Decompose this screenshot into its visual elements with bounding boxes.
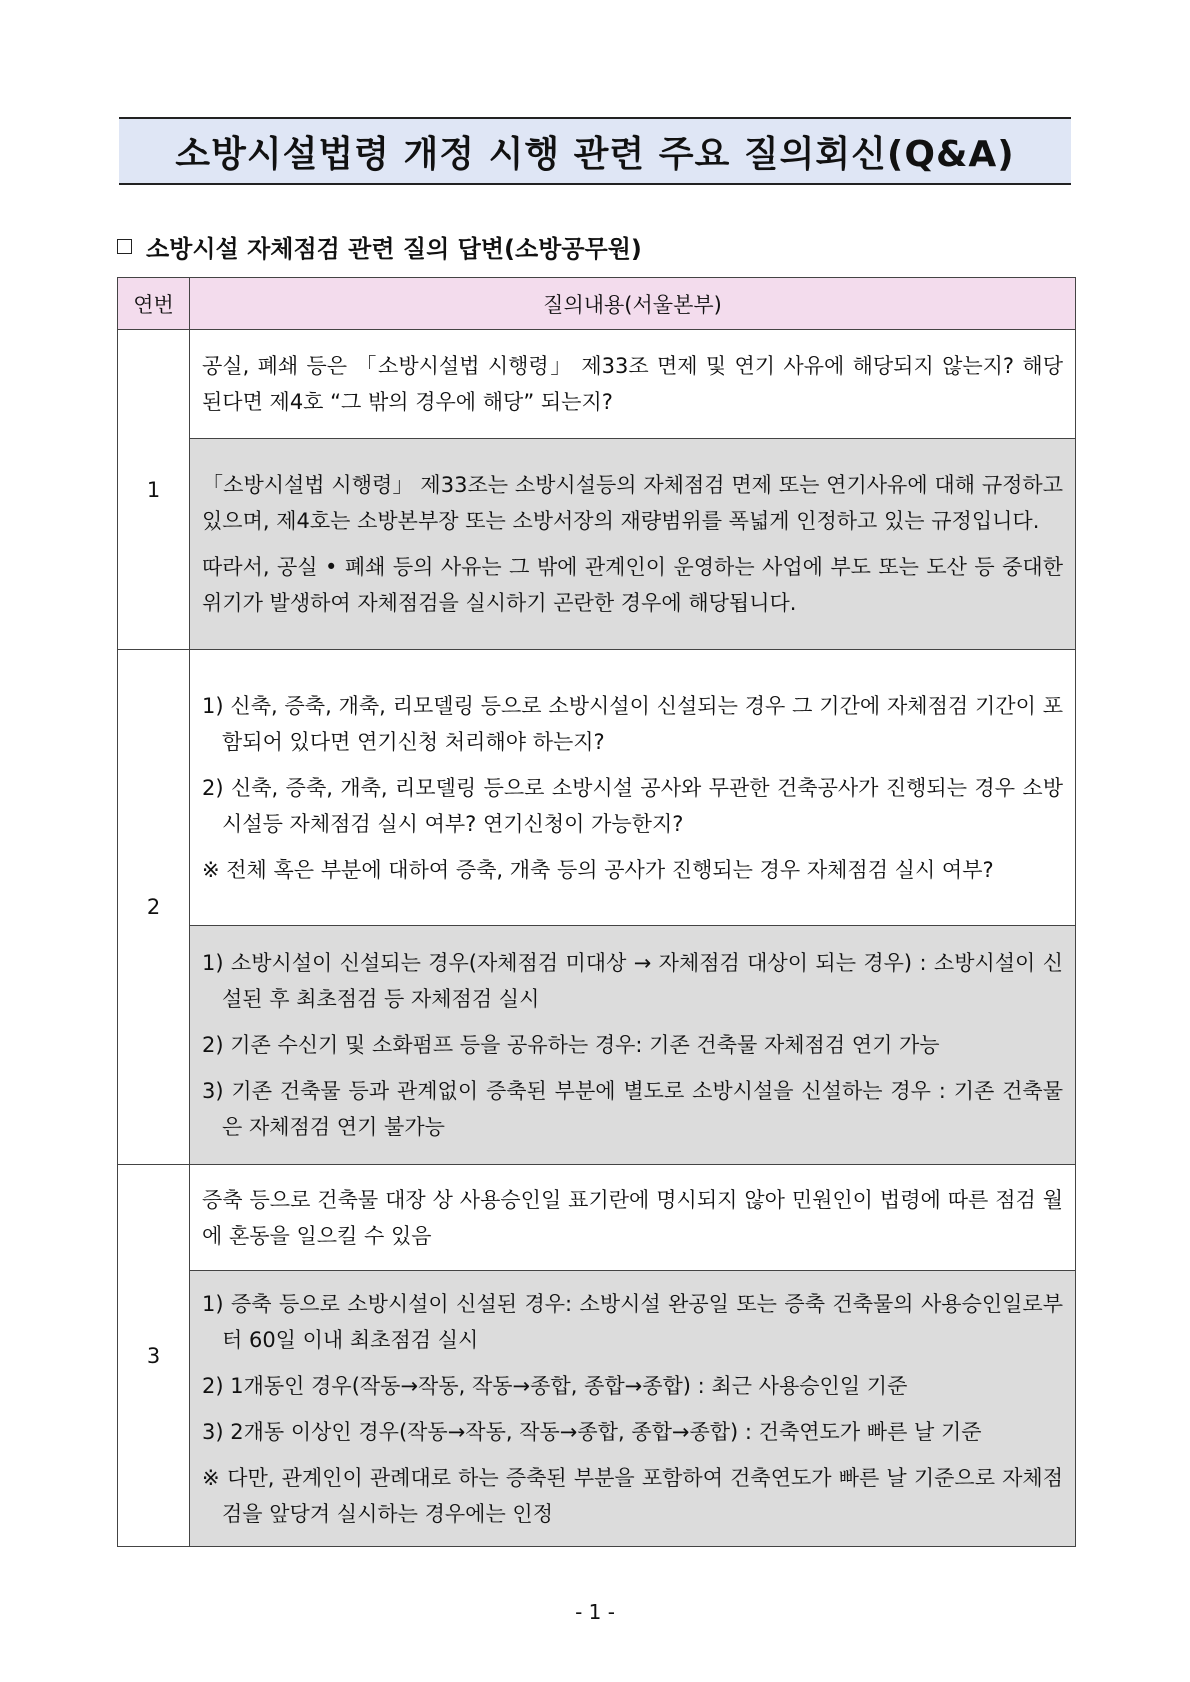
answer-cell bbox=[190, 439, 1076, 650]
question-text: 1) 신축, 증축, 개축, 리모델링 등으로 소방시설이 신설되는 경우 그 기간에 자체점검 기간이 포함되어 있다면 연기신청 처리해야 하는지? bbox=[202, 693, 1063, 754]
row-number: 3 bbox=[118, 1165, 190, 1547]
table-row bbox=[118, 926, 1076, 1165]
header-content: 질의내용(서울본부) bbox=[190, 278, 1076, 330]
question-text: 증축 등으로 건축물 대장 상 사용승인일 표기란에 명시되지 않아 민원인이 법령에 따른 점검 월에 혼동을 일으킬 수 있음 bbox=[202, 1187, 1063, 1248]
document-title: 소방시설법령 개정 시행 관련 주요 질의회신(Q&A) bbox=[175, 133, 1015, 175]
row-number: 2 bbox=[118, 650, 190, 1165]
document-title-box bbox=[119, 117, 1071, 185]
question-cell bbox=[190, 330, 1076, 439]
question-note: ※ 전체 혹은 부분에 대하여 증축, 개축 등의 공사가 진행되는 경우 자체점검 실시 여부? bbox=[202, 857, 994, 882]
question-cell bbox=[190, 650, 1076, 926]
table-row bbox=[118, 330, 1076, 439]
table-header-row bbox=[118, 278, 1076, 330]
answer-note: ※ 다만, 관계인이 관례대로 하는 증축된 부분을 포함하여 건축연도가 빠른 날 기준으로 자체점검을 앞당겨 실시하는 경우에는 인정 bbox=[202, 1465, 1063, 1526]
header-no: 연번 bbox=[118, 278, 190, 330]
section-heading bbox=[117, 229, 642, 264]
section-heading-text: 소방시설 자체점검 관련 질의 답변(소방공무원) bbox=[146, 235, 642, 263]
answer-text: 2) 기존 수신기 및 소화펌프 등을 공유하는 경우: 기존 건축물 자체점검 연기 가능 bbox=[202, 1033, 940, 1057]
table-row bbox=[118, 1165, 1076, 1271]
row-number: 1 bbox=[118, 330, 190, 650]
answer-text: 2) 1개동인 경우(작동→작동, 작동→종합, 종합→종합) : 최근 사용승인일 기준 bbox=[202, 1373, 908, 1398]
checkbox-icon bbox=[117, 239, 132, 254]
question-text: 2) 신축, 증축, 개축, 리모델링 등으로 소방시설 공사와 무관한 건축공사가 진행되는 경우 소방시설등 자체점검 실시 여부? 연기신청이 가능한지? bbox=[202, 775, 1063, 836]
qa-table bbox=[117, 277, 1076, 1547]
answer-cell bbox=[190, 926, 1076, 1165]
answer-text: 1) 소방시설이 신설되는 경우(자체점검 미대상 → 자체점검 대상이 되는 경우) : 소방시설이 신설된 후 최초점검 등 자체점검 실시 bbox=[202, 951, 1063, 1011]
question-text: 공실, 폐쇄 등은 「소방시설법 시행령」 제33조 면제 및 연기 사유에 해당되지 않는지? 해당 된다면 제4호 “그 밖의 경우에 해당” 되는지? bbox=[202, 354, 1063, 414]
table-row bbox=[118, 439, 1076, 650]
answer-text: 1) 증축 등으로 소방시설이 신설된 경우: 소방시설 완공일 또는 증축 건축물의 사용승인일로부터 60일 이내 최초점검 실시 bbox=[202, 1291, 1063, 1352]
answer-text: 「소방시설법 시행령」 제33조는 소방시설등의 자체점검 면제 또는 연기사유에 대해 규정하고 있으며, 제4호는 소방본부장 또는 소방서장의 재량범위를 폭넓게 인정하고 있는 규정입니다. bbox=[202, 473, 1063, 533]
question-cell bbox=[190, 1165, 1076, 1271]
table-row bbox=[118, 650, 1076, 926]
table-row bbox=[118, 1271, 1076, 1547]
answer-cell bbox=[190, 1271, 1076, 1547]
page-number: - 1 - bbox=[575, 1600, 615, 1624]
answer-text: 3) 2개동 이상인 경우(작동→작동, 작동→종합, 종합→종합) : 건축연도가 빠른 날 기준 bbox=[202, 1419, 982, 1444]
answer-text: 3) 기존 건축물 등과 관계없이 증축된 부분에 별도로 소방시설을 신설하는 경우 : 기존 건축물은 자체점검 연기 불가능 bbox=[202, 1079, 1063, 1139]
answer-text: 따라서, 공실 • 폐쇄 등의 사유는 그 밖에 관계인이 운영하는 사업에 부도 또는 도산 등 중대한 위기가 발생하여 자체점검을 실시하기 곤란한 경우에 해당됩니다. bbox=[202, 555, 1063, 615]
